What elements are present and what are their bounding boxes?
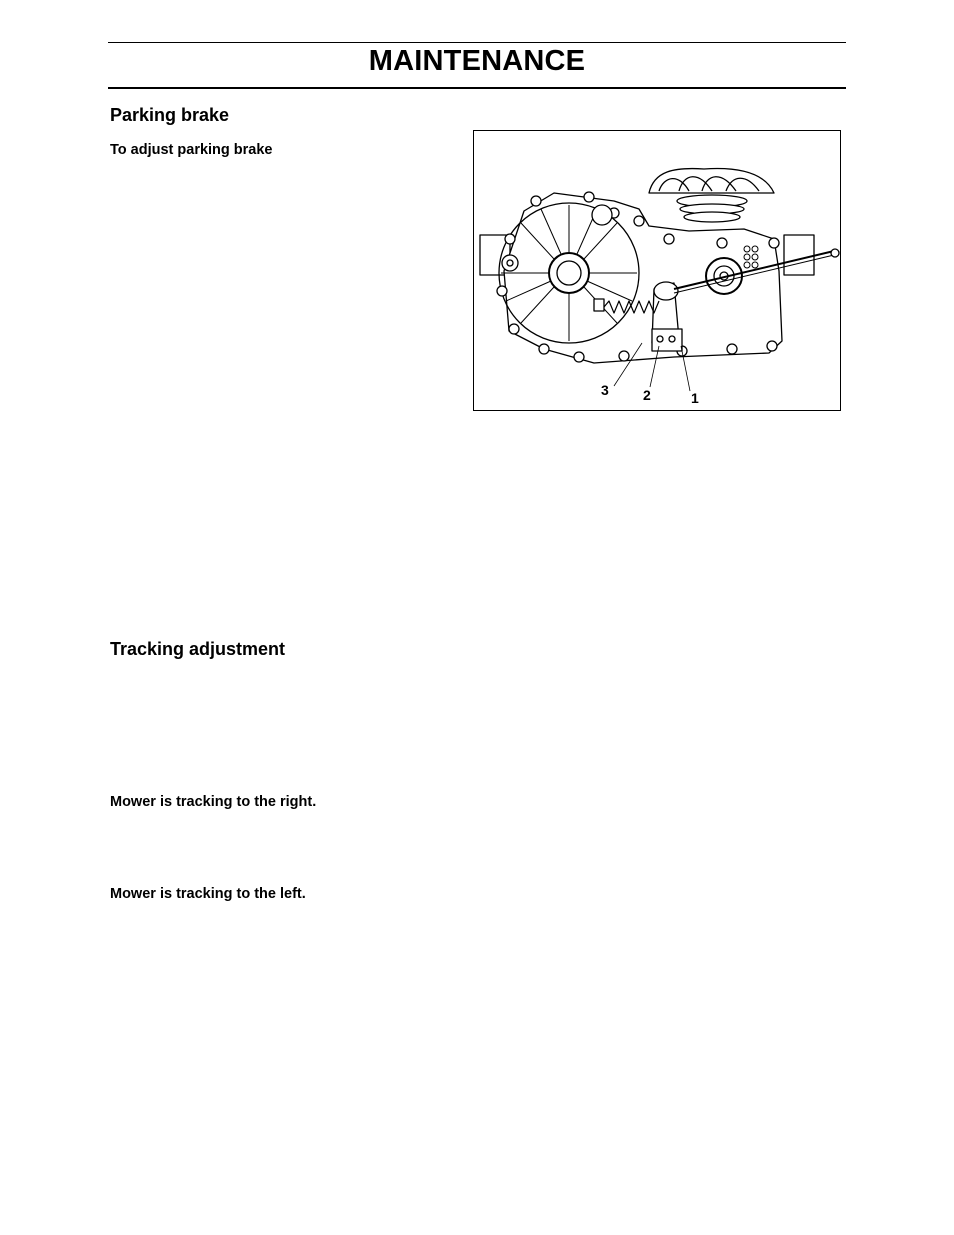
- section-heading-tracking-adjustment: Tracking adjustment: [110, 639, 286, 659]
- figure-callout-1: 1: [691, 390, 699, 406]
- transaxle-drawing: [474, 131, 841, 411]
- tracking-right-label: Mower is tracking to the right.: [110, 794, 317, 810]
- header-bottom-rule: [108, 87, 846, 89]
- figure-callout-3: 3: [601, 382, 609, 398]
- tracking-left-label: Mower is tracking to the left.: [110, 886, 306, 902]
- transaxle-brake-figure: [473, 130, 841, 411]
- figure-callout-2: 2: [643, 387, 651, 403]
- page-title: MAINTENANCE: [368, 45, 586, 77]
- section-heading-parking-brake: Parking brake: [110, 105, 230, 125]
- subheading-adjust-parking-brake: To adjust parking brake: [110, 142, 273, 158]
- header-top-rule: [108, 42, 846, 43]
